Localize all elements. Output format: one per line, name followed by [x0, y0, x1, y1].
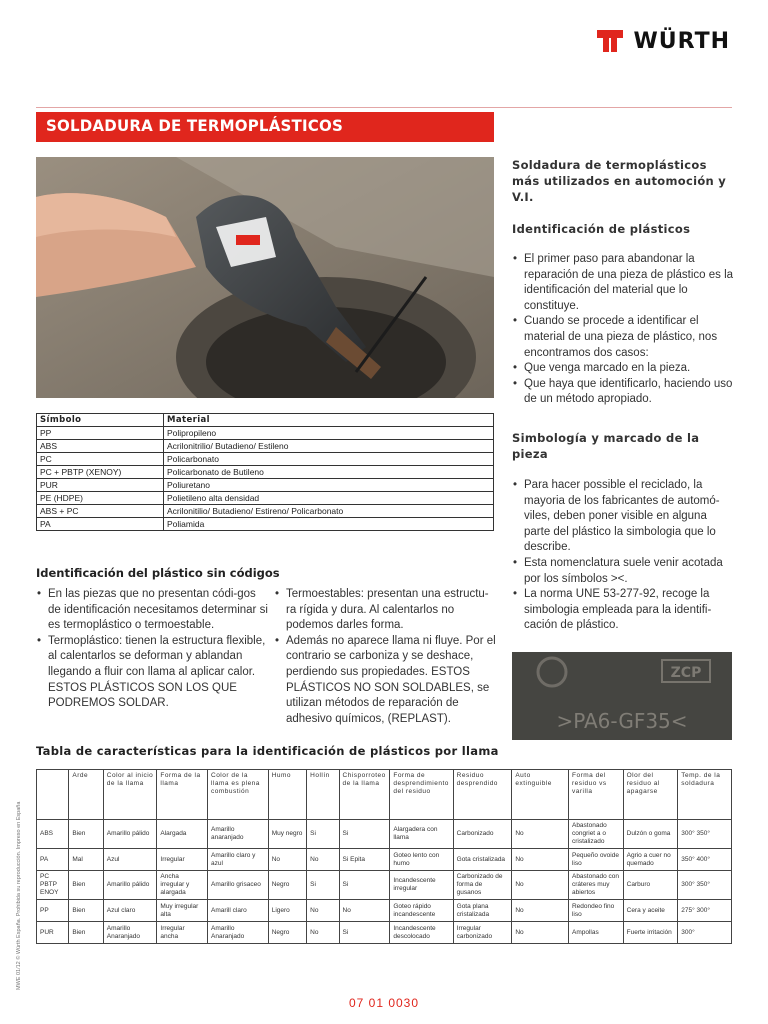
table-cell: Ancha irregular y alargada — [157, 871, 208, 900]
table-cell: Bien — [69, 871, 103, 900]
header-cell: Color al inicio de la llama — [103, 770, 157, 820]
list-item: • Termoplástico: tienen la estructura flexible, al calentarlos se deforman y ablandan llegando a fluir con llama al aplicar calor. ESTOS PLÁSTICOS SON LOS QUE PODREMOS SOLDAR. — [36, 634, 268, 712]
table-cell: PUR — [37, 922, 69, 944]
table-cell: Amarillo pálido — [103, 871, 157, 900]
table-cell: Incandescente descolocado — [390, 922, 453, 944]
table-cell: Abastonado con cráteres muy abiertos — [568, 871, 623, 900]
table-row — [37, 820, 732, 849]
table-row — [37, 871, 732, 900]
table-cell: PA — [37, 849, 69, 871]
table-cell: No — [512, 849, 569, 871]
table-cell: PP — [37, 900, 69, 922]
symbol-cell: PUR — [37, 479, 164, 492]
table-cell: Ligero — [268, 900, 306, 922]
table-cell: No — [512, 922, 569, 944]
plastic-marking-photo — [512, 652, 732, 740]
table-cell: Amarillo anaranjado — [208, 820, 269, 849]
table-cell: Amarillo pálido — [103, 820, 157, 849]
table-cell: Amarillo Anaranjado — [103, 922, 157, 944]
header-cell: Olor del residuo al apagarse — [623, 770, 678, 820]
list-item: • Que venga marcado en la pieza. — [512, 361, 734, 377]
table-row — [37, 427, 494, 440]
identification-bullets — [512, 252, 734, 408]
header-cell: Forma de desprendimiento del residuo — [390, 770, 453, 820]
table-cell: No — [512, 900, 569, 922]
material-table-header — [37, 414, 494, 427]
material-cell: Acrilonitrilio/ Butadieno/ Estileno — [164, 440, 494, 453]
table-row — [37, 900, 732, 922]
page-title: SOLDADURA DE TERMOPLÁSTICOS — [46, 116, 344, 135]
table-cell: Amarillo Anaranjado — [208, 922, 269, 944]
header-material: Material — [164, 414, 494, 427]
table-cell: Carburo — [623, 871, 678, 900]
table-cell: ABS — [37, 820, 69, 849]
symbol-cell: PP — [37, 427, 164, 440]
table-cell: 300° 350° — [678, 871, 732, 900]
table-cell: Si — [339, 820, 390, 849]
table-cell: Redondeo fino liso — [568, 900, 623, 922]
table-cell: Gota cristalizada — [453, 849, 512, 871]
wurth-logo-icon — [595, 28, 625, 54]
header-cell: Arde — [69, 770, 103, 820]
table-cell: Azul — [103, 849, 157, 871]
header-cell: Color de la llama es plena combustión — [208, 770, 269, 820]
table-cell: Carbonizado de forma de gusanos — [453, 871, 512, 900]
symbol-cell: PE (HDPE) — [37, 492, 164, 505]
table-cell: Incandescente irregular — [390, 871, 453, 900]
table-cell: 350° 400° — [678, 849, 732, 871]
table-cell: Muy negro — [268, 820, 306, 849]
table-row — [37, 453, 494, 466]
list-item: • Para hacer possible el reciclado, la mayoria de los fabricantes de automó-viles, deben poner visible en alguna parte del plástico la simbologia que lo describe. — [512, 478, 734, 556]
side-legal-note: MWE 01/12 © Würth España. Prohibida su reproducción. Impreso en España — [16, 801, 22, 990]
table-cell: Irregular ancha — [157, 922, 208, 944]
table-cell: Dulzón o goma — [623, 820, 678, 849]
list-item: • Además no aparece llama ni fluye. Por el contrario se carboniza y se deshace, perdiendo sus propiedades. ESTOS PLÁSTICOS NO SON SOLDABLES, se utilizan métodos de reparación de adhesivo químicos, (REPLAST). — [274, 634, 496, 728]
symbol-cell: PC — [37, 453, 164, 466]
table-cell: Mal — [69, 849, 103, 871]
header-cell: Forma del residuo vs varilla — [568, 770, 623, 820]
table-cell: Negro — [268, 922, 306, 944]
table-row — [37, 440, 494, 453]
list-item: • El primer paso para abandonar la reparación de una pieza de plástico es la identificación del material que lo constituye. — [512, 252, 734, 314]
table-row — [37, 492, 494, 505]
table-cell: Bien — [69, 922, 103, 944]
table-cell: 275° 300° — [678, 900, 732, 922]
material-cell: Policarbonato — [164, 453, 494, 466]
table-cell: No — [307, 849, 339, 871]
list-item: • Esta nomenclatura suele venir acotada por los símbolos ><. — [512, 556, 734, 587]
table-cell: Alargadera con llama — [390, 820, 453, 849]
list-item: • La norma UNE 53-277-92, recoge la simbologia empleada para la identifi-cación de plástico. — [512, 587, 734, 634]
marking-bottom-text: >PA6-GF35< — [556, 709, 688, 733]
table-cell: Amarillo claro y azul — [208, 849, 269, 871]
header-cell: Chisporroteo de la llama — [339, 770, 390, 820]
table-cell: Abastonado congriet a o cristalizado — [568, 820, 623, 849]
table-row — [37, 466, 494, 479]
table-cell: Agrio a cuer no quemado — [623, 849, 678, 871]
table-cell: Muy irregular alta — [157, 900, 208, 922]
header-cell: Residuo desprendido — [453, 770, 512, 820]
identification-left-column — [36, 587, 268, 712]
footer-code: 07 01 0030 — [348, 996, 420, 1010]
table-cell: No — [307, 900, 339, 922]
list-item: • En las piezas que no presentan códi-gos de identificación necesitamos determinar si es termoplástico o termoestable. — [36, 587, 268, 634]
symbol-cell: PA — [37, 518, 164, 531]
title-banner — [36, 112, 494, 142]
identification-heading: Identificación del plástico sin códigos — [36, 566, 280, 580]
table-cell: Bien — [69, 900, 103, 922]
table-cell: Gota plana cristalizada — [453, 900, 512, 922]
wurth-logo — [595, 28, 730, 54]
header-cell — [37, 770, 69, 820]
material-cell: Policarbonato de Butileno — [164, 466, 494, 479]
right-column-heading: Soldadura de termoplásticos más utilizados en automoción y V.I. — [512, 158, 727, 204]
header-rule — [36, 107, 732, 108]
header-cell: Hollín — [307, 770, 339, 820]
table-cell: Goteo lento con humo — [390, 849, 453, 871]
header-symbol: Símbolo — [37, 414, 164, 427]
heat-gun-photo — [36, 157, 494, 398]
marking-top-text: ZCP — [670, 665, 702, 681]
symbol-cell: PC + PBTP (XENOY) — [37, 466, 164, 479]
table-cell: No — [512, 871, 569, 900]
table-cell: Irregular carbonizado — [453, 922, 512, 944]
list-item: • Cuando se procede a identificar el material de una pieza de plástico, nos encontramos dos casos: — [512, 314, 734, 361]
table-cell: No — [268, 849, 306, 871]
header-cell: Humo — [268, 770, 306, 820]
table-cell: Goteo rápido incandescente — [390, 900, 453, 922]
material-cell: Poliamida — [164, 518, 494, 531]
flame-table-header — [37, 770, 732, 820]
flame-table — [36, 769, 732, 944]
symbology-heading: Simbología y marcado de la pieza — [512, 431, 700, 461]
brand-name: WÜRTH — [633, 28, 730, 54]
table-cell: Fuerte irritación — [623, 922, 678, 944]
table-row — [37, 922, 732, 944]
table-cell: Si Epita — [339, 849, 390, 871]
identification-plastics-heading: Identificación de plásticos — [512, 222, 691, 236]
material-cell: Polietileno alta densidad — [164, 492, 494, 505]
table-cell: Si — [307, 820, 339, 849]
table-cell: 300° — [678, 922, 732, 944]
table-cell: Ampollas — [568, 922, 623, 944]
table-cell: No — [339, 900, 390, 922]
flame-table-title: Tabla de características para la identificación de plásticos por llama — [36, 744, 499, 758]
table-cell: Alargada — [157, 820, 208, 849]
material-cell: Poliuretano — [164, 479, 494, 492]
identification-right-column — [274, 587, 496, 727]
table-cell: Si — [339, 871, 390, 900]
table-row — [37, 849, 732, 871]
table-cell: Si — [307, 871, 339, 900]
table-cell: PC PBTP ENOY — [37, 871, 69, 900]
table-cell: No — [307, 922, 339, 944]
table-cell: Negro — [268, 871, 306, 900]
material-cell: Polipropileno — [164, 427, 494, 440]
table-cell: Amarill claro — [208, 900, 269, 922]
list-item: • Termoestables: presentan una estructu-ra rígida y dura. Al calentarlos no podemos darles forma. — [274, 587, 496, 634]
header-cell: Temp. de la soldadura — [678, 770, 732, 820]
plastic-marking-illustration — [512, 652, 732, 740]
symbology-bullets — [512, 478, 734, 634]
list-item: • Que haya que identificarlo, haciendo uso de un método apropiado. — [512, 377, 734, 408]
table-cell: Carbonizado — [453, 820, 512, 849]
material-cell: Acrilonitilio/ Butadieno/ Estireno/ Policarbonato — [164, 505, 494, 518]
symbol-cell: ABS — [37, 440, 164, 453]
table-row — [37, 479, 494, 492]
table-row — [37, 518, 494, 531]
material-table — [36, 413, 494, 531]
table-cell: Cera y aceite — [623, 900, 678, 922]
table-cell: Azul claro — [103, 900, 157, 922]
table-cell: Irregular — [157, 849, 208, 871]
table-cell: Bien — [69, 820, 103, 849]
table-cell: Amarillo grisaceo — [208, 871, 269, 900]
header-cell: Forma de la llama — [157, 770, 208, 820]
table-cell: 300° 350° — [678, 820, 732, 849]
table-cell: Pequeño ovoide liso — [568, 849, 623, 871]
table-cell: Si — [339, 922, 390, 944]
symbol-cell: ABS + PC — [37, 505, 164, 518]
heat-gun-illustration — [36, 157, 494, 398]
table-cell: No — [512, 820, 569, 849]
table-row — [37, 505, 494, 518]
header-cell: Auto extinguible — [512, 770, 569, 820]
